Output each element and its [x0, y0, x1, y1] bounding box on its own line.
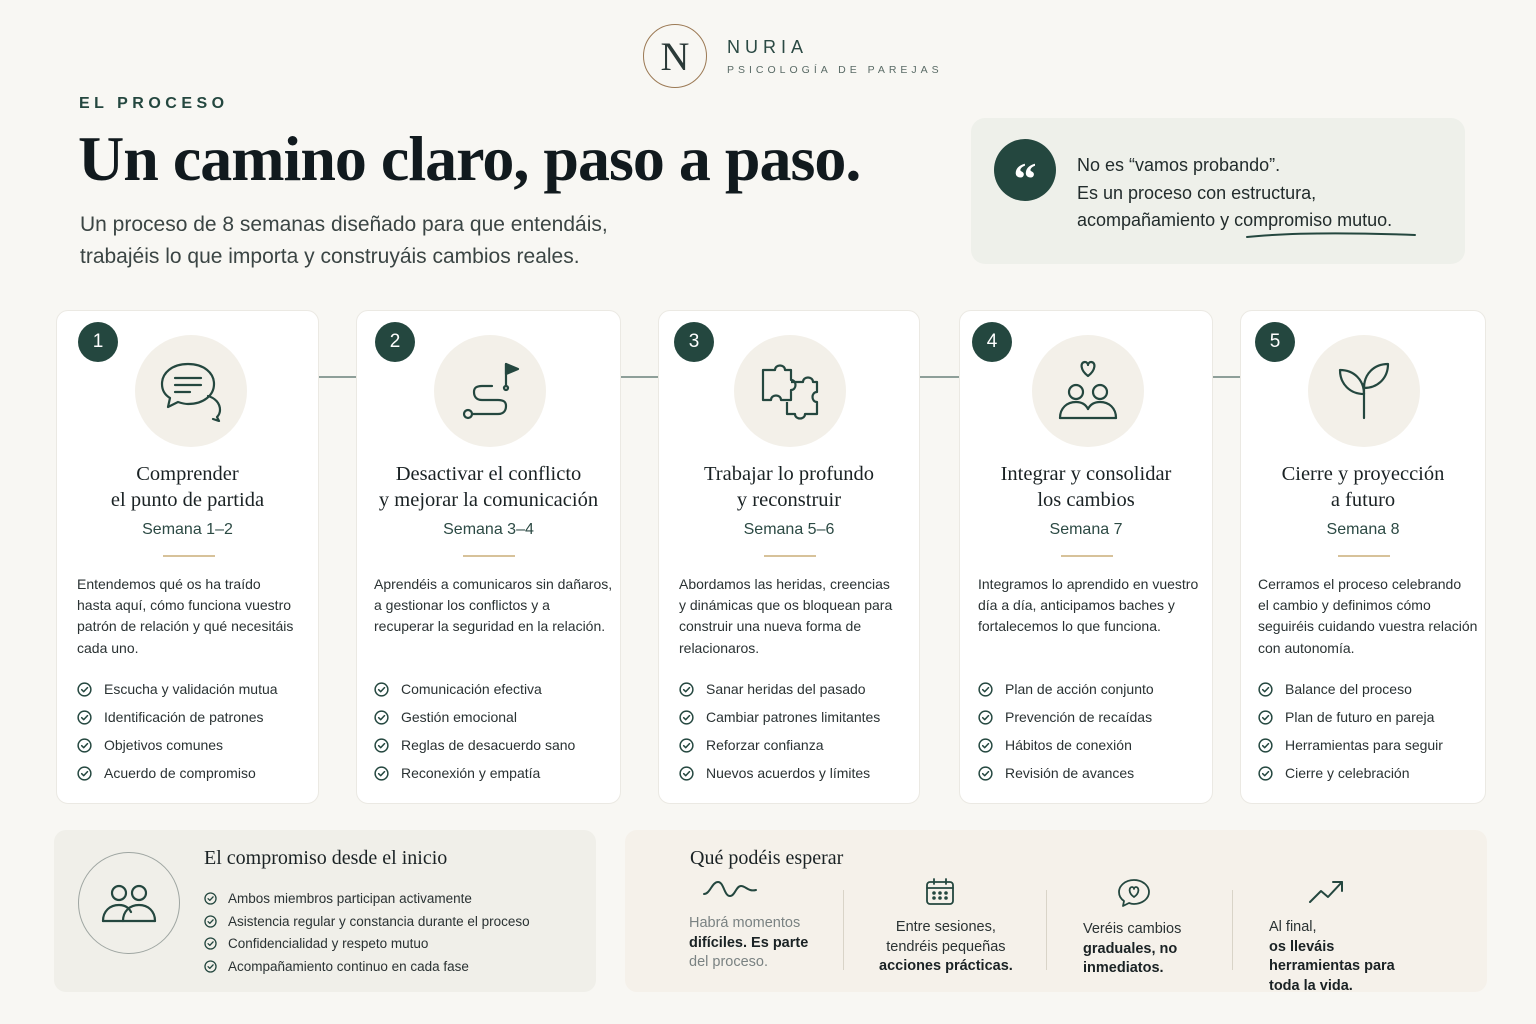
calendar-icon [925, 878, 955, 906]
step-divider [1061, 555, 1113, 557]
check-circle-icon [1258, 738, 1273, 753]
desc-line: con autonomía. [1258, 639, 1355, 656]
check-circle-icon [77, 710, 92, 725]
commitment-text: Confidencialidad y respeto mutuo [228, 936, 429, 952]
commitment-item [204, 887, 530, 910]
step-title-line: Cierre y proyección [1281, 463, 1445, 485]
step-icon-circle [135, 335, 247, 447]
step-card-4 [959, 310, 1213, 804]
step-title [1241, 461, 1485, 513]
step-title-line: y mejorar la comunicación [378, 489, 599, 511]
check-circle-icon [77, 738, 92, 753]
step-card-1 [56, 310, 319, 804]
trend-up-icon [1308, 878, 1346, 906]
step-description [679, 574, 892, 659]
step-icon-circle [734, 335, 846, 447]
desc-line: cada uno. [77, 639, 139, 656]
step-week: Semana 3–4 [443, 521, 534, 538]
sprout-icon [1336, 362, 1392, 420]
check-circle-icon [978, 738, 993, 753]
step-card-3 [658, 310, 920, 804]
quote-card [971, 118, 1465, 264]
commitment-item [204, 910, 530, 933]
step-title [357, 461, 620, 513]
step-number-badge: 4 [972, 322, 1012, 362]
check-circle-icon [978, 682, 993, 697]
checklist-text: Acuerdo de compromiso [104, 765, 256, 781]
step-title-line: el punto de partida [110, 489, 265, 511]
wave-icon [702, 878, 758, 902]
puzzle-icon [759, 360, 821, 422]
brand-name: NURIA [727, 36, 809, 57]
couple-icon [99, 883, 159, 923]
expectation-line: graduales, no [1083, 940, 1178, 957]
checklist-text: Balance del proceso [1285, 681, 1412, 697]
desc-line: y dinámicas que os bloquean para [679, 597, 893, 614]
step-card-5 [1240, 310, 1486, 804]
checklist-text: Comunicación efectiva [401, 681, 542, 697]
step-icon-circle [434, 335, 546, 447]
check-circle-icon [374, 766, 389, 781]
checklist-text: Cambiar patrones limitantes [706, 709, 881, 725]
step-title-line: Desactivar el conflicto [395, 463, 582, 485]
step-icon-circle [1308, 335, 1420, 447]
path-flag-icon [460, 360, 520, 422]
step-title-line: a futuro [1330, 489, 1396, 511]
checklist-text: Reglas de desacuerdo sano [401, 737, 576, 753]
commitment-text: Asistencia regular y constancia durante el proceso [228, 913, 530, 929]
quote-line-2: Es un proceso con estructura, [1077, 182, 1317, 203]
subtitle-line-2: trabajéis lo que importa y construyáis cambios reales. [80, 245, 580, 268]
desc-line: construir una nueva forma de [679, 618, 862, 635]
logo-text [727, 37, 943, 76]
step-number-badge: 5 [1255, 322, 1295, 362]
subtitle-line-1: Un proceso de 8 semanas diseñado para que entendáis, [80, 213, 608, 236]
checklist-text: Prevención de recaídas [1005, 709, 1153, 725]
check-circle-icon [374, 682, 389, 697]
checklist-item [77, 703, 278, 731]
quote-line-1: No es “vamos probando”. [1077, 155, 1281, 175]
divider [1046, 890, 1047, 970]
commitment-text: Acompañamiento continuo en cada fase [228, 958, 469, 974]
checklist-item [1258, 703, 1443, 731]
section-eyebrow: EL PROCESO [79, 95, 229, 112]
step-week: Semana 1–2 [142, 521, 233, 538]
quote-line-3-start: acompañamiento y [1077, 210, 1235, 230]
step-checklist [978, 675, 1154, 787]
commitment-text: Ambos miembros participan activamente [228, 890, 472, 906]
step-title-line: Trabajar lo profundo [703, 463, 875, 485]
expectation-text [689, 914, 808, 973]
expectation-line: inmediatos. [1083, 960, 1164, 977]
page-subtitle [80, 209, 700, 273]
desc-line: fortalecemos lo que funciona. [978, 618, 1161, 635]
step-checklist [77, 675, 278, 787]
step-divider [463, 555, 515, 557]
step-title-line: y reconstruir [736, 489, 842, 511]
expectation-item [879, 878, 1013, 977]
checklist-text: Herramientas para seguir [1285, 737, 1443, 753]
checklist-item [77, 731, 278, 759]
desc-line: hasta aquí, cómo funciona vuestro [77, 597, 292, 614]
expectation-line: Veréis cambios [1083, 921, 1182, 937]
check-circle-icon [374, 738, 389, 753]
expectation-line: Habrá momentos [689, 915, 801, 931]
checklist-item [978, 703, 1154, 731]
heart-chat-icon [1117, 878, 1151, 908]
commitment-icon-circle [78, 852, 180, 954]
desc-line: relacionaros. [679, 639, 760, 656]
step-week: Semana 7 [1049, 521, 1123, 538]
expectation-line: herramientas para [1269, 958, 1395, 975]
step-divider [1338, 555, 1390, 557]
checklist-text: Escucha y validación mutua [104, 681, 278, 697]
step-checklist [374, 675, 575, 787]
desc-line: Abordamos las heridas, creencias [679, 576, 890, 592]
checklist-item [374, 675, 575, 703]
step-divider [163, 555, 215, 557]
desc-line: Entendemos qué os ha traído [77, 576, 261, 592]
check-circle-icon [374, 710, 389, 725]
check-circle-icon [204, 937, 217, 950]
check-circle-icon [679, 738, 694, 753]
check-circle-icon [1258, 710, 1273, 725]
brand-logo [643, 24, 943, 88]
desc-line: patrón de relación y qué necesitáis [77, 618, 294, 635]
step-week: Semana 5–6 [743, 521, 835, 538]
expectation-line: tendréis pequeñas [886, 938, 1006, 955]
step-description [374, 574, 612, 638]
check-circle-icon [77, 682, 92, 697]
expectation-item [1269, 878, 1395, 996]
checklist-text: Reconexión y empatía [401, 765, 541, 781]
step-title-line: Comprender [136, 463, 239, 485]
checklist-text: Objetivos comunes [104, 737, 224, 753]
checklist-text: Plan de futuro en pareja [1285, 709, 1435, 725]
checklist-item [374, 759, 575, 787]
chat-bubbles-icon [158, 360, 224, 422]
expectations-title: Qué podéis esperar [690, 847, 844, 869]
step-card-2 [356, 310, 621, 804]
check-circle-icon [204, 892, 217, 905]
checklist-text: Reforzar confianza [706, 737, 824, 753]
expectations-panel [625, 830, 1487, 992]
couple-heart-icon [1056, 360, 1120, 422]
quote-text [1077, 152, 1392, 235]
checklist-item [1258, 759, 1443, 787]
expectation-text [879, 918, 1013, 977]
checklist-item [1258, 675, 1443, 703]
logo-monogram: N [643, 24, 707, 88]
step-icon-circle [1032, 335, 1144, 447]
desc-line: día a día, anticipamos baches y [978, 597, 1175, 614]
expectation-line: Entre sesiones, [895, 919, 996, 935]
step-title [659, 461, 919, 513]
expectation-fragment: os lleváis [1269, 938, 1335, 955]
checklist-item [77, 675, 278, 703]
check-circle-icon [204, 915, 217, 928]
checklist-text: Identificación de patrones [104, 709, 264, 725]
checklist-item [978, 675, 1154, 703]
check-circle-icon [978, 710, 993, 725]
desc-line: a gestionar los conflictos y a [374, 597, 550, 614]
step-description [1258, 574, 1477, 659]
desc-line: Aprendéis a comunicaros sin dañaros, [374, 576, 613, 592]
step-checklist [1258, 675, 1443, 787]
quote-icon: “ [994, 139, 1056, 201]
step-checklist [679, 675, 880, 787]
check-circle-icon [679, 710, 694, 725]
page-title: Un camino claro, paso a paso. [78, 123, 861, 194]
step-number-badge: 1 [78, 322, 118, 362]
expectation-item [689, 878, 808, 973]
expectation-line: acciones prácticas. [879, 958, 1013, 975]
checklist-item [679, 731, 880, 759]
expectation-line: del proceso. [689, 954, 768, 971]
expectation-text [1083, 920, 1181, 979]
check-circle-icon [1258, 682, 1273, 697]
expectation-line [1269, 918, 1395, 957]
divider [843, 890, 844, 970]
desc-line: recuperar la seguridad en la relación. [374, 618, 606, 635]
checklist-text: Nuevos acuerdos y límites [706, 765, 871, 781]
checklist-item [679, 675, 880, 703]
divider [1232, 890, 1233, 970]
step-divider [764, 555, 816, 557]
checklist-text: Plan de acción conjunto [1005, 681, 1154, 697]
step-number-badge: 2 [375, 322, 415, 362]
expectation-line: difíciles. Es parte [689, 934, 809, 951]
expectation-text [1269, 918, 1395, 996]
step-description [978, 574, 1198, 638]
checklist-item [978, 731, 1154, 759]
desc-line: Cerramos el proceso celebrando [1258, 576, 1462, 592]
checklist-item [679, 759, 880, 787]
step-title-line: los cambios [1037, 489, 1135, 511]
checklist-item [374, 731, 575, 759]
step-title [960, 461, 1212, 513]
check-circle-icon [978, 766, 993, 781]
desc-line: el cambio y definimos cómo [1258, 597, 1431, 614]
checklist-item [679, 703, 880, 731]
checklist-text: Hábitos de conexión [1005, 737, 1132, 753]
check-circle-icon [679, 682, 694, 697]
brand-tagline: PSICOLOGÍA DE PAREJAS [727, 63, 943, 76]
quote-highlight: compromiso mutuo. [1234, 210, 1393, 230]
step-number-badge: 3 [674, 322, 714, 362]
checklist-item [77, 759, 278, 787]
checklist-item [1258, 731, 1443, 759]
checklist-text: Cierre y celebración [1285, 765, 1410, 781]
check-circle-icon [1258, 766, 1273, 781]
commitment-item [204, 955, 530, 978]
commitment-title: El compromiso desde el inicio [204, 847, 448, 869]
step-title [57, 461, 318, 513]
commitment-list [204, 887, 530, 978]
expectation-item [1083, 878, 1181, 979]
step-description [77, 574, 293, 659]
checklist-item [978, 759, 1154, 787]
check-circle-icon [204, 960, 217, 973]
checklist-text: Gestión emocional [401, 709, 517, 725]
desc-line: Integramos lo aprendido en vuestro [978, 576, 1199, 592]
quote-underline [1245, 230, 1417, 240]
commitment-item [204, 932, 530, 955]
expectation-line: toda la vida. [1269, 977, 1353, 994]
step-week: Semana 8 [1326, 521, 1400, 538]
step-title-line: Integrar y consolidar [1000, 463, 1172, 485]
desc-line: seguiréis cuidando vuestra relación [1258, 618, 1478, 635]
check-circle-icon [77, 766, 92, 781]
checklist-text: Sanar heridas del pasado [706, 681, 866, 697]
expectation-fragment: Al final, [1269, 919, 1317, 935]
commitment-panel [54, 830, 596, 992]
checklist-item [374, 703, 575, 731]
check-circle-icon [679, 766, 694, 781]
checklist-text: Revisión de avances [1005, 765, 1135, 781]
